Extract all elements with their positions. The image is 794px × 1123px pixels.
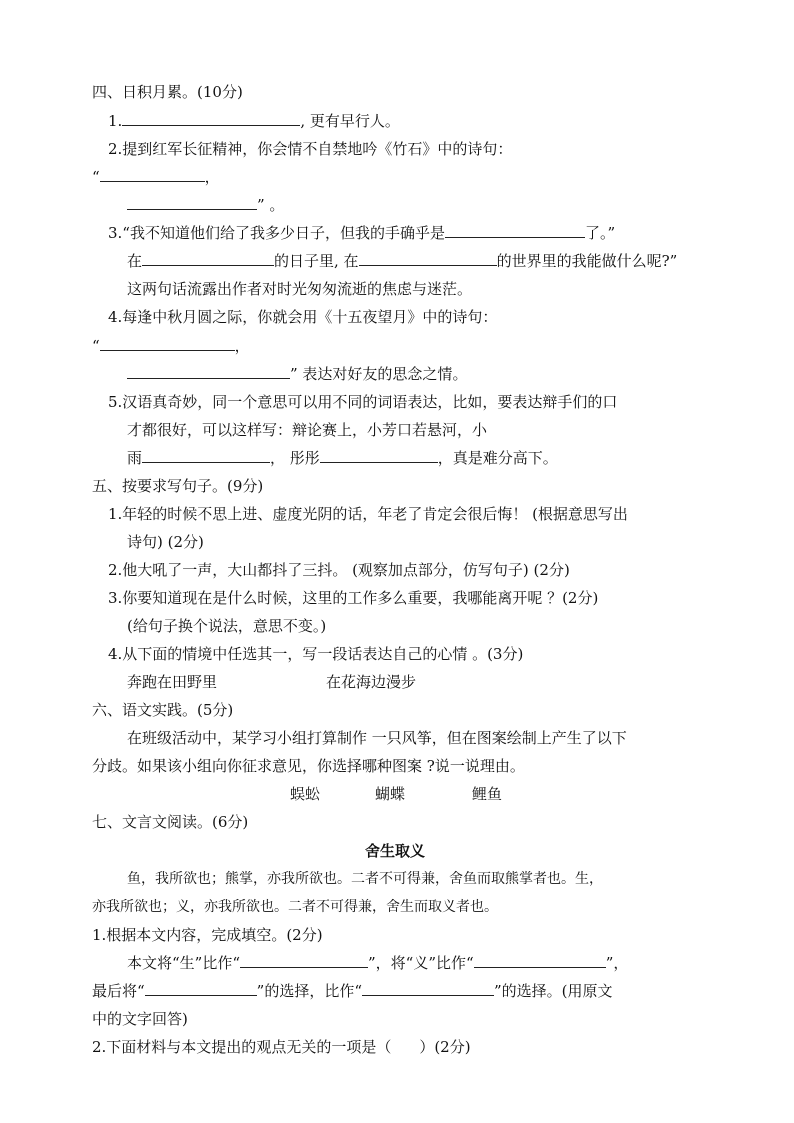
section-6-heading: 六、语文实践。(5分) (92, 701, 234, 719)
q4-4-blank-2[interactable] (127, 364, 290, 379)
q4-1 (108, 111, 400, 131)
q4-5-text-a: 雨 (127, 449, 143, 467)
q4-4-line1 (92, 336, 250, 356)
q5-3-line2: (给句子换个说法，意思不变。) (127, 617, 327, 635)
q4-3-text-e: 的世界里的我能做什么呢?” (496, 252, 678, 270)
q7-1-text-e: ”的选择，比作“ (256, 982, 363, 1000)
q4-2-blank-2[interactable] (127, 195, 257, 210)
q4-3-line3: 这两句话流露出作者对时光匆匆流逝的焦虑与迷茫。 (127, 280, 473, 298)
q4-5-text-b: ， 彤彤 (270, 449, 320, 467)
q7-1-line1 (127, 953, 628, 973)
q5-1-line2: 诗句) (2分) (127, 533, 204, 551)
q4-3-blank-2[interactable] (142, 251, 274, 266)
q7-1-text-d: 最后将“ (92, 982, 145, 1000)
q7-1-blank-4[interactable] (362, 981, 494, 996)
q7-1: 1.根据本文内容，完成填空。(2分) (92, 926, 323, 944)
passage-line2: 亦我所欲也；义，亦我所欲也。二者不可得兼，舍生而取义者也。 (92, 899, 498, 915)
q4-5-line1: 5.汉语真奇妙，同一个意思可以用不同的词语表达，比如，要表达辩手们的口 (108, 393, 618, 411)
q5-4-option-2: 在花海边漫步 (326, 673, 417, 691)
q5-3-line1: 3.你要知道现在是什么时候，这里的工作多么重要，我哪能离开呢 ？(2分) (108, 589, 599, 607)
q4-5-line2: 才都很好，可以这样写：辩论赛上，小芳口若悬河，小 (127, 421, 488, 439)
q7-2-text-a: 2.下面材料与本文提出的观点无关的一项是（ (92, 1038, 392, 1056)
q4-2-close: ” 。 (257, 196, 285, 214)
section-4-heading: 四、日积月累。(10分) (92, 83, 243, 101)
q4-3-blank-1[interactable] (445, 223, 585, 238)
q4-2-prompt: 2.提到红军长征精神，你会情不自禁地吟《竹石》中的诗句： (108, 140, 513, 158)
section-5-heading: 五、按要求写句子。(9分) (92, 477, 264, 495)
q7-2 (92, 1037, 471, 1057)
q4-2-blank-1[interactable] (100, 167, 205, 182)
q4-2-line2 (127, 195, 284, 215)
s6-option-1: 蜈蚣 (290, 785, 321, 803)
q4-5-text-c: ，真是难分高下。 (437, 449, 558, 467)
q5-4-line1: 4.从下面的情境中任选其一，写一段话表达自己的心情 。(3分) (108, 645, 524, 663)
q7-1-text-c: ”， (605, 954, 629, 972)
q7-1-text-f: ”的选择。(用原文 (494, 982, 613, 1000)
q4-3-text-c: 在 (127, 252, 143, 270)
q5-1-line1: 1.年轻的时候不思上进、虚度光阴的话，年老了肯定会很后悔！ (根据意思写出 (108, 505, 628, 523)
passage-title: 舍生取义 (365, 842, 426, 860)
q4-3-text-b: 了。” (584, 224, 616, 242)
q4-2-open: “ (92, 168, 100, 186)
q7-1-text-a: 本文将“生”比作“ (127, 954, 241, 972)
q4-4-comma: ， (234, 337, 250, 355)
q4-1-after: , 更有早行人。 (300, 112, 400, 130)
q4-1-num: 1. (108, 112, 123, 130)
q7-1-line2 (92, 981, 613, 1001)
q4-3-line1 (108, 223, 615, 243)
s6-option-3: 鲤鱼 (472, 785, 503, 803)
q4-5-blank-1[interactable] (142, 448, 270, 463)
q7-1-line3: 中的文字回答) (92, 1010, 188, 1028)
passage-line1: 鱼，我所欲也；熊掌，亦我所欲也。二者不可得兼，舍鱼而取熊掌者也。生， (127, 871, 603, 887)
q4-3-text-d: 的日子里, 在 (274, 252, 359, 270)
section-7-heading: 七、文言文阅读。(6分) (92, 813, 249, 831)
q7-1-blank-2[interactable] (474, 953, 606, 968)
q4-4-prompt: 4.每逢中秋月圆之际，你就会用《十五夜望月》中的诗句： (108, 308, 498, 326)
q4-5-line3 (127, 448, 558, 468)
q4-4-line2 (127, 364, 467, 384)
q4-3-blank-3[interactable] (359, 251, 497, 266)
q5-2: 2.他大吼了一声，大山都抖了三抖。 (观察加点部分，仿写句子) (2分) (108, 561, 570, 579)
q4-3-text-a: 3.“我不知道他们给了我多少日子，但我的手确乎是 (108, 224, 445, 242)
q4-2-comma: ， (204, 168, 220, 186)
q4-5-blank-2[interactable] (320, 448, 438, 463)
q7-1-text-b: ”，将“义”比作“ (368, 954, 474, 972)
q4-1-blank[interactable] (122, 111, 300, 126)
q7-1-blank-3[interactable] (145, 981, 257, 996)
q7-1-blank-1[interactable] (240, 953, 368, 968)
s6-option-2: 蝴蝶 (375, 785, 406, 803)
q4-3-line2 (127, 251, 677, 271)
q4-4-open: “ (92, 337, 100, 355)
q7-2-text-b: ）(2分) (419, 1038, 471, 1056)
s6-line1: 在班级活动中，某学习小组打算制作 一只风筝，但在图案绘制上产生了以下 (127, 729, 627, 747)
q4-2-line1 (92, 167, 220, 187)
q4-4-blank-1[interactable] (100, 336, 235, 351)
q5-4-option-1: 奔跑在田野里 (127, 673, 218, 691)
q4-4-close: ” 表达对好友的思念之情。 (290, 365, 468, 383)
s6-line2: 分歧。如果该小组向你征求意见，你选择哪种图案 ?说一说理由。 (92, 757, 525, 775)
